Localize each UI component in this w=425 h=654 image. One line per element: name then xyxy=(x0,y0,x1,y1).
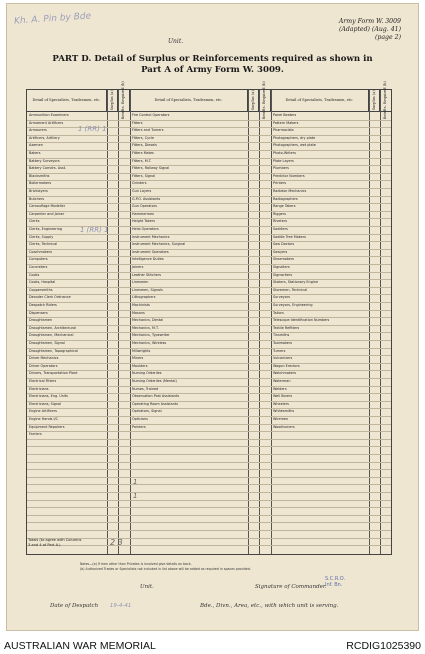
trade-cell: Signwriters xyxy=(273,272,293,277)
row-divider xyxy=(27,492,391,493)
trade-cell: Nursing Orderlies xyxy=(132,371,162,376)
trade-cell: Joiners xyxy=(132,265,144,269)
archive-name: AUSTRALIAN WAR MEMORIAL xyxy=(4,640,156,652)
trade-cell: Riggers xyxy=(273,211,286,216)
col-header-required: Reinfts. Required (b) xyxy=(259,90,271,112)
trade-cell: Draughtsmen, Signal xyxy=(29,341,65,345)
trade-cell: Nursing Orderlies (Mental) xyxy=(132,379,177,383)
trade-cell: Clerks, Engineering xyxy=(29,227,63,231)
trade-cell: Pharmacists xyxy=(273,128,294,133)
col-header-trades: Detail of Specialists, Tradesmen, etc. xyxy=(130,90,248,112)
handwritten-note: Kh. A. Pin by Bde xyxy=(13,11,92,27)
trade-cell: Draughtsmen, Topographical xyxy=(29,348,78,353)
trade-cell: Fitters, Railway Signal xyxy=(132,166,170,171)
trade-cell: Draughtsmen, Mechanical xyxy=(29,333,74,338)
trade-cell: Electricians xyxy=(29,386,49,391)
trade-cell: Wagon Erectors xyxy=(273,363,300,368)
trade-cell: Plate Layers xyxy=(273,158,294,163)
row-divider xyxy=(27,507,391,508)
trade-cell: Clerks, Technical xyxy=(29,242,58,247)
trade-cell: Miners xyxy=(132,356,144,361)
row-divider xyxy=(27,477,391,478)
trade-cell: Instrument Mechanics xyxy=(132,234,170,239)
handwritten-mark: 1 (RR) 1 xyxy=(80,226,109,234)
trade-cell: Well Borers xyxy=(273,394,293,399)
trade-cell: Radiographers xyxy=(273,196,298,201)
trade-cell: Mechanics, Typewriter xyxy=(132,333,170,338)
trade-cell: Surveyors xyxy=(273,295,291,300)
title-line: Part A of Army Form W. 3009. xyxy=(141,65,284,75)
archive-footer xyxy=(0,634,425,654)
trade-cell: Electricians, Signal xyxy=(29,401,62,406)
row-divider xyxy=(27,530,391,531)
trade-cell: Equipment Repairers xyxy=(29,424,65,429)
trade-cell: Whitesmiths xyxy=(273,409,295,414)
form-ref-line: Army Form W. 3009 xyxy=(338,18,401,25)
row-divider xyxy=(27,469,391,470)
trade-cell: Bricklayers xyxy=(29,189,48,193)
despatch-field xyxy=(50,603,131,609)
trade-cell: Operating Room Assistants xyxy=(132,401,178,406)
trade-cell: Machinists xyxy=(132,303,150,307)
trade-cell: Instrument Mechanics, Surgical xyxy=(132,242,186,247)
trade-cell: Observation Post Assistants xyxy=(132,394,180,399)
trade-cell: Clerks, Supply xyxy=(29,234,54,239)
trade-cell: Linesmen xyxy=(132,280,149,285)
signature-label: Signature of Commander. xyxy=(255,584,327,590)
trade-cell: Linesmen, Signals xyxy=(132,287,163,292)
trade-cell: Watchmakers xyxy=(273,371,297,376)
trade-cell: Blacksmiths xyxy=(29,173,50,178)
row-divider xyxy=(27,484,391,485)
trade-cell: Signallers xyxy=(273,265,290,269)
trade-cell: Artificers, Artillery xyxy=(29,135,60,140)
title-line: PART D. Detail of Surplus or Reinforcements required as shown in xyxy=(52,54,373,64)
trade-cell: Cooks xyxy=(29,272,40,277)
col-header-surplus: Surplus (a) xyxy=(107,90,118,112)
trade-cell: Armourers xyxy=(29,128,47,133)
trade-cell: Dispensers xyxy=(29,310,48,315)
trade-cell: Pattern Makers xyxy=(273,120,299,125)
trade-cell: Textile Refitters xyxy=(273,325,300,330)
trade-cell: Draughtsmen xyxy=(29,318,53,323)
row-divider xyxy=(27,538,391,539)
row-divider xyxy=(27,522,391,523)
unit-label: Unit. xyxy=(168,38,184,45)
trade-cell: Waterman xyxy=(273,379,291,383)
office-stamp: S.C.R.O. Inf. Bn. xyxy=(325,576,346,588)
row-divider xyxy=(27,545,391,546)
trade-cell: Radiator Mechanics xyxy=(273,189,307,193)
trade-cell: Fitters, M.T. xyxy=(132,158,152,163)
unit-field-label: Unit. xyxy=(140,584,154,590)
totals-label: Totals (to agree with Columns 3 and 4 of Part A.) xyxy=(28,538,82,547)
trade-cell: Fitters xyxy=(132,120,143,125)
trade-cell: Instrument Operators xyxy=(132,249,169,254)
trade-cell: Drivers, Transportation Plant xyxy=(29,371,78,376)
trade-cell: Computers xyxy=(29,257,48,262)
trade-cell: Mechanics, Dental xyxy=(132,318,164,323)
col-header-required: Reinfts. Required (b) xyxy=(118,90,130,112)
trade-cell: Wheelers xyxy=(273,401,289,406)
trade-cell: Toolmakers xyxy=(273,341,293,345)
trade-cell: Operators, Signal xyxy=(132,409,162,414)
bde-label: Bde., Divn., Area, etc., with which unit is serving. xyxy=(200,603,339,609)
trade-cell: Photographers, wet plate xyxy=(273,143,316,148)
trade-cell: Driver Mechanics xyxy=(29,356,59,361)
trade-cell: Mechanics, Wireless xyxy=(132,341,167,345)
trade-cell: Armament Artificers xyxy=(29,120,64,125)
trade-cell: Fitters, Signal xyxy=(132,173,156,178)
trade-cell: Camouflage Modeller xyxy=(29,204,66,209)
trade-cell: Concreters xyxy=(29,265,48,269)
trade-cell: Saddlers xyxy=(273,227,288,231)
trade-cell: Tailors xyxy=(273,310,284,315)
trade-cell: Tinsmiths xyxy=(273,333,290,338)
trade-cell: Despatch Riders xyxy=(29,303,57,307)
form-reference xyxy=(339,18,401,42)
trade-cell: Welders xyxy=(273,386,287,391)
trade-cell: Leather Stitchers xyxy=(132,272,162,277)
trade-cell: Range Takers xyxy=(273,204,296,209)
handwritten-mark: 1 xyxy=(133,478,138,486)
trade-cell: Saddle Tree Makers xyxy=(273,234,306,239)
trade-cell: Photo-Writers xyxy=(273,151,296,155)
trade-cell: Clerks xyxy=(29,219,40,224)
trade-cell: Fitters and Turners xyxy=(132,128,164,133)
trade-cell: Lithographers xyxy=(132,295,156,300)
trade-cell: Plumbers xyxy=(273,166,289,171)
trade-cell: Engine Hands I/C xyxy=(29,417,58,421)
trade-cell: Predictor Numbers xyxy=(273,173,305,178)
handwritten-totals: 2 3 xyxy=(110,538,123,547)
trade-cell: Boilermakers xyxy=(29,181,52,186)
trade-cell: Riveters xyxy=(273,219,287,224)
trade-cell: Electricians, Eng. Units xyxy=(29,394,68,399)
row-divider xyxy=(27,454,391,455)
trade-cell: Fitters, Cycle xyxy=(132,135,154,140)
trade-cell: G.P.O. Assistants xyxy=(132,196,161,201)
trade-cell: Helio Operators xyxy=(132,227,159,231)
trade-cell: Gun Operators xyxy=(132,204,157,209)
handwritten-mark: 1 (RR) 1 xyxy=(78,125,107,133)
trade-cell: Sawyers xyxy=(273,249,288,254)
trade-cell: Millwrights xyxy=(132,348,151,353)
trade-cell: Telescope Identification Numbers xyxy=(273,318,330,323)
col-header-surplus: Surplus (a) xyxy=(369,90,380,112)
trade-cell: Draughtsmen, Architectural xyxy=(29,325,77,330)
trade-cell: Wiremen xyxy=(273,417,289,421)
trade-cell: Driver Operators xyxy=(29,363,58,368)
trade-cell: Painters xyxy=(132,424,146,429)
despatch-label: Date of Despatch xyxy=(50,603,99,609)
row-divider xyxy=(27,446,391,447)
trade-cell: Carpenter and Joiner xyxy=(29,211,65,216)
trade-cell: Cooks, Hospital xyxy=(29,280,56,285)
trade-cell: Gun Layers xyxy=(132,189,152,193)
trade-cell: Fitters, Diesels xyxy=(132,143,157,148)
row-divider xyxy=(27,500,391,501)
trade-cell: Farriers xyxy=(29,432,42,437)
form-notes: Notes—(a) If men other than Privates is involved give details on back. (b) Authorized Trades or Specialists not included in list above will be added as required in spaces provided. xyxy=(80,562,251,571)
form-ref-line: (Adapted) (Aug. 41) xyxy=(338,26,401,33)
trade-cell: Bakers xyxy=(29,151,41,155)
col-header-required: Reinfts. Required (b) xyxy=(380,90,391,112)
trade-cell: Height Takers xyxy=(132,219,155,224)
trade-cell: Saw Doctors xyxy=(273,242,295,247)
trade-cell: Photographers, dry plate xyxy=(273,135,316,140)
trade-cell: Printers xyxy=(273,181,287,186)
trade-cell: Battery Comdrs. Asst. xyxy=(29,166,67,171)
trade-cell: Engine Artificers xyxy=(29,409,57,414)
row-divider xyxy=(27,462,391,463)
trade-cell: Vulcanizers xyxy=(273,356,293,361)
col-header-surplus: Surplus (a) xyxy=(248,90,259,112)
trade-cell: Woodturners xyxy=(273,424,295,429)
trade-cell: Surveyors, Engineering xyxy=(273,303,313,307)
trade-cell: Panel Beaters xyxy=(273,113,297,117)
trades-table xyxy=(26,81,392,555)
trade-cell: Butchers xyxy=(29,196,45,201)
form-title xyxy=(10,54,415,76)
trade-cell: Intelligence Duties xyxy=(132,257,164,262)
trade-cell: Coppersmiths xyxy=(29,287,53,292)
trade-cell: Turners xyxy=(273,348,286,353)
trade-cell: Stokers, Stationary Engine xyxy=(273,280,319,285)
trade-cell: Electrical Fitters xyxy=(29,379,57,383)
trade-cell: Fitters Mates xyxy=(132,151,154,155)
row-divider xyxy=(27,439,391,440)
trade-cell: Moulders xyxy=(132,363,148,368)
trade-cell: Grinders xyxy=(132,181,147,186)
trade-cell: Axemen xyxy=(29,143,43,148)
handwritten-mark: 1 xyxy=(133,492,138,500)
trade-cell: Storemen, Technical xyxy=(273,287,308,292)
col-header-trades: Detail of Specialists, Tradesmen, etc. xyxy=(27,90,107,112)
trade-cell: Shoemakers xyxy=(273,257,294,262)
trade-cell: Opticians xyxy=(132,417,148,421)
trade-cell: Mechanics, M.T. xyxy=(132,325,159,330)
archive-id: RCDIG1025390 xyxy=(346,640,421,652)
despatch-date: 19-4-41 xyxy=(109,603,132,609)
trade-cell: Decoder Clerk Ordnance xyxy=(29,295,71,300)
form-ref-line: (page 2) xyxy=(374,34,401,41)
trade-cell: Hammermen xyxy=(132,211,155,216)
trade-cell: Ammunition Examiners xyxy=(29,113,69,117)
trade-cell: Nurses, Trained xyxy=(132,386,159,391)
trade-cell: Masons xyxy=(132,310,145,315)
trade-cell: Coachmakers xyxy=(29,249,53,254)
trade-cell: Fire Control Operators xyxy=(132,113,170,117)
row-divider xyxy=(27,515,391,516)
col-header-trades: Detail of Specialists, Tradesmen, etc. xyxy=(271,90,369,112)
trade-cell: Battery Surveyors xyxy=(29,158,60,163)
